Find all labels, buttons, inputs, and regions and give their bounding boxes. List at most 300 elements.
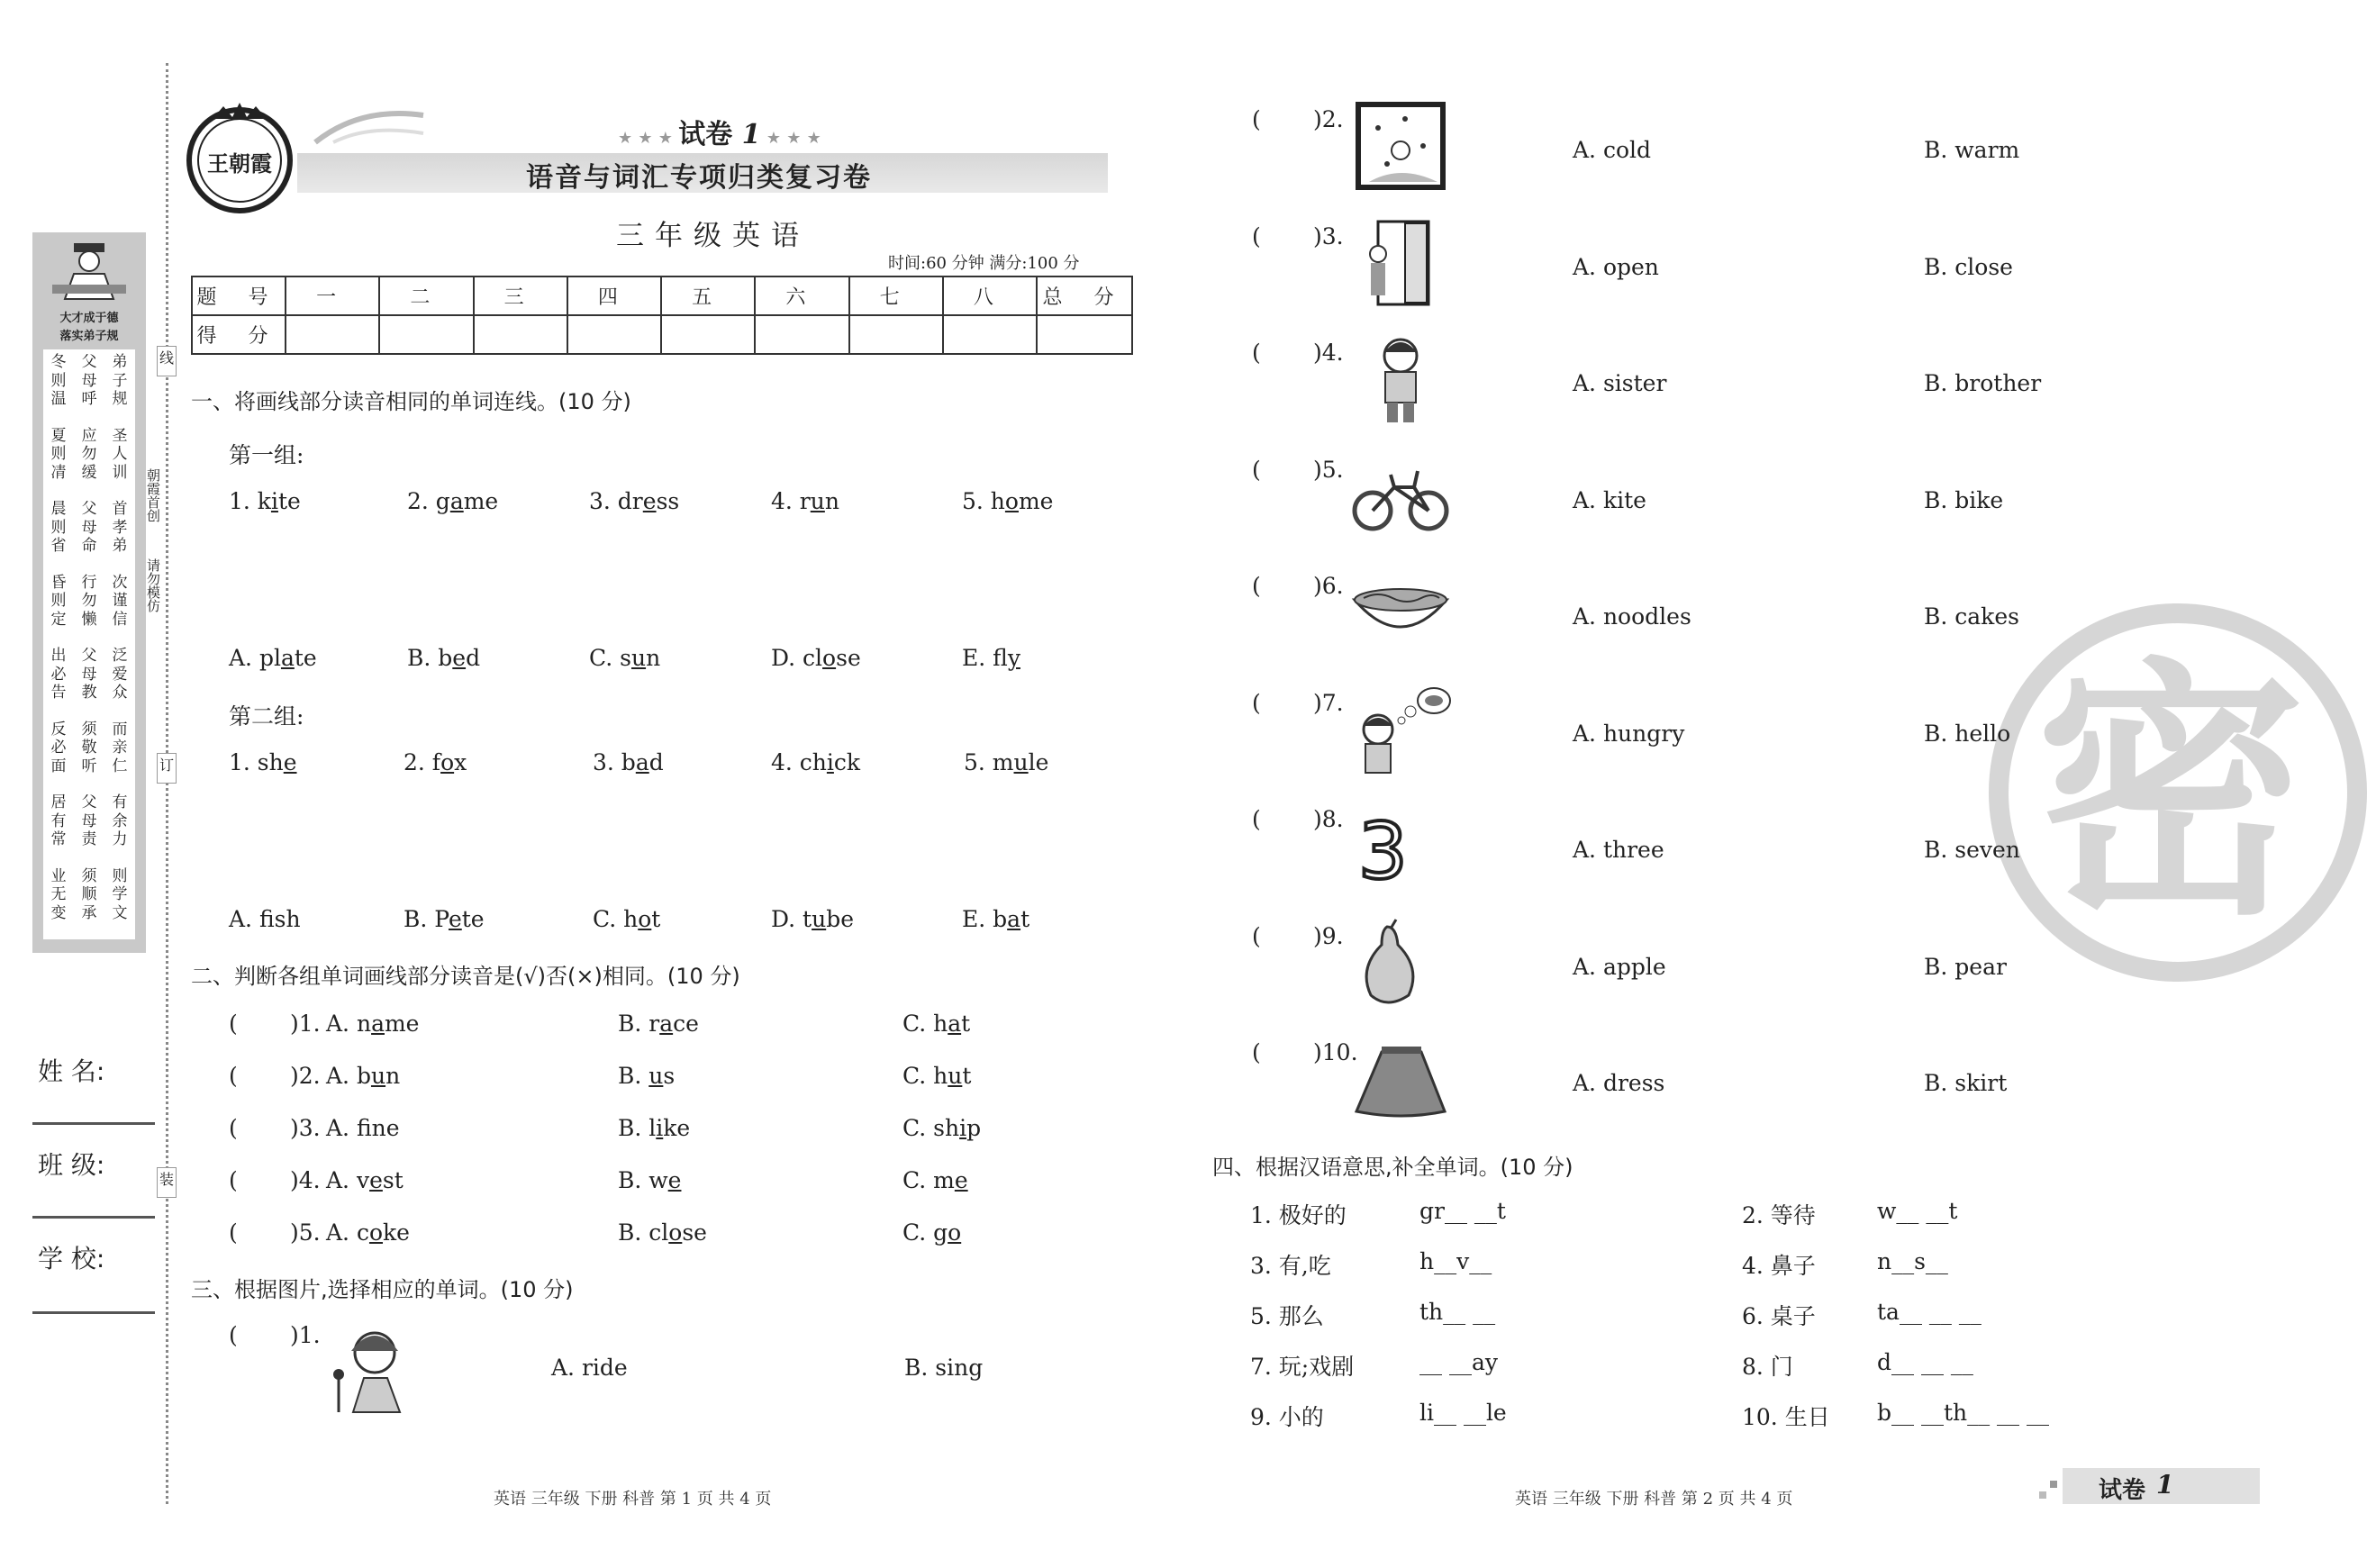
option-a[interactable]: A. hungry (1573, 720, 1685, 747)
motto-char: 昏 (50, 573, 67, 592)
motto-char: 告 (50, 684, 67, 702)
motto-char: 谨 (112, 592, 128, 610)
option-c (902, 1011, 970, 1037)
item-number: )3. (1313, 222, 1344, 249)
underlined-letter: i (959, 1115, 967, 1141)
word-part: A. n (326, 1011, 372, 1037)
underlined-letter: a (280, 645, 295, 671)
option-a (326, 1167, 404, 1193)
motto-char: 敬 (81, 739, 97, 757)
score-cell: 三 (474, 276, 567, 315)
motto-char: 亲 (112, 739, 128, 757)
word-blank[interactable]: n__s__ (1877, 1248, 1948, 1274)
motto-line-2: 落实弟子规 (59, 330, 119, 343)
chinese-meaning: 2. 等待 (1742, 1202, 1816, 1228)
option-c (902, 1219, 961, 1246)
paper-tag (2063, 1468, 2260, 1504)
motto-char: 父 (81, 500, 97, 518)
option-b[interactable]: B. cakes (1924, 603, 2019, 630)
noodle-bowl-icon (1351, 567, 1450, 657)
chinese-meaning: 6. 桌子 (1742, 1303, 1816, 1329)
exam-title: 三年级英语 (616, 220, 810, 252)
motto-char: 勿 (81, 592, 97, 610)
motto-char: 母 (81, 371, 97, 390)
word-part: 2. g (407, 488, 450, 514)
score-input[interactable] (474, 315, 567, 354)
word-blank[interactable]: th__ __ (1419, 1299, 1496, 1325)
tag-dot-icon (2050, 1481, 2057, 1488)
motto-char: 次 (112, 573, 128, 592)
score-cell: 一 (286, 276, 379, 315)
motto-char: 勿 (81, 445, 97, 463)
answer-bracket[interactable]: ( (229, 1219, 238, 1246)
chinese-meaning: 3. 有,吃 (1250, 1253, 1331, 1279)
underlined-letter: e (369, 1167, 383, 1193)
motto-char: 必 (50, 665, 67, 684)
chinese-meaning: 7. 玩;戏剧 (1250, 1354, 1355, 1380)
word-part: A. v (326, 1167, 370, 1193)
word-part: B. r (618, 1011, 660, 1037)
binding-mark-3: 装 (157, 1167, 177, 1198)
motto-column (110, 353, 130, 940)
option-a[interactable]: A. dress (1573, 1070, 1665, 1096)
group1-word (962, 488, 1053, 514)
underlined-letter: a (635, 749, 649, 775)
section2-title: 二、判断各组单词画线部分读音是(√)否(×)相同。(10 分) (191, 964, 740, 989)
option-b[interactable]: B. brother (1924, 370, 2042, 396)
word-blank[interactable]: li__ __le (1419, 1400, 1507, 1426)
motto-char: 责 (81, 830, 97, 848)
picture (1351, 101, 1450, 195)
item-number: )7. (1313, 689, 1344, 716)
option-c (902, 1167, 968, 1193)
score-input[interactable] (849, 315, 943, 354)
motto-char: 则 (112, 866, 128, 885)
underlined-letter: i (270, 488, 278, 514)
underlined-letter: o (638, 906, 652, 932)
word-part: me (1018, 488, 1054, 514)
group2-word (964, 749, 1048, 775)
score-value-row (192, 315, 1132, 354)
word-part: ss (656, 488, 680, 514)
star-decoration-right-icon: ★ ★ ★ (760, 129, 821, 148)
motto-char: 圣 (112, 426, 128, 445)
chinese-meaning: 10. 生日 (1742, 1404, 1830, 1430)
underlined-letter: e (448, 906, 462, 932)
score-cell: 四 (567, 276, 661, 315)
motto-char: 居 (50, 793, 67, 811)
word-part: x (454, 749, 467, 775)
word-part: B. w (618, 1167, 668, 1193)
word-part: B. P (404, 906, 449, 932)
skirt-icon (1351, 1034, 1450, 1124)
girl-singing-icon (324, 1324, 423, 1414)
chinese-meaning: 9. 小的 (1250, 1404, 1324, 1430)
word-part: C. m (902, 1167, 955, 1193)
item-number: )9. (1313, 922, 1344, 949)
class-line[interactable] (32, 1216, 155, 1219)
score-input[interactable] (755, 315, 848, 354)
motto-char: 省 (50, 537, 67, 555)
option-a[interactable]: A. sister (1573, 370, 1667, 396)
option-b[interactable]: B. bike (1924, 486, 2004, 513)
motto-char: 则 (50, 518, 67, 537)
picture (1351, 567, 1450, 661)
word-part: t (962, 1063, 972, 1089)
vertical-note-1: 朝霞首创 (145, 468, 161, 522)
option-a[interactable]: A. open (1573, 253, 1659, 280)
score-input[interactable] (1037, 315, 1132, 354)
group1-word (589, 488, 679, 514)
paper-number: 1 (741, 119, 761, 150)
footer-page1: 英语 三年级 下册 科普 第 1 页 共 4 页 (494, 1490, 772, 1509)
time-info: 时间:60 分钟 满分:100 分 (888, 254, 1080, 273)
motto-char: 夏 (50, 426, 67, 445)
option-b[interactable]: B. skirt (1924, 1070, 2008, 1096)
word-part: me (384, 1011, 420, 1037)
item-number: )1. (290, 1011, 321, 1037)
motto-char: 缓 (81, 463, 97, 482)
option-b[interactable]: B. pear (1924, 953, 2007, 980)
underlined-letter: o (668, 1219, 683, 1246)
motto-char: 常 (50, 830, 67, 848)
item-number: )1. (290, 1322, 321, 1348)
word-part: 5. m (964, 749, 1014, 775)
binding-mark-2: 订 (157, 753, 177, 784)
word-part: 3. dr (589, 488, 643, 514)
picture (1351, 801, 1450, 897)
underlined-letter: a (659, 1011, 674, 1037)
option-b (618, 1063, 675, 1089)
option-a (326, 1219, 410, 1246)
word-part: ke (663, 1115, 691, 1141)
chinese-meaning: 4. 鼻子 (1742, 1253, 1816, 1279)
underlined-letter: y (1007, 645, 1020, 671)
group1-word (771, 488, 839, 514)
underlined-letter: e (642, 488, 657, 514)
option-b (618, 1011, 699, 1037)
svg-text:3: 3 (1358, 807, 1408, 897)
scholar-icon (47, 240, 132, 303)
word-blank[interactable]: w__ __t (1877, 1198, 1958, 1224)
word-part: n (385, 1063, 401, 1089)
group2-option (229, 906, 301, 932)
motto-char: 应 (81, 426, 97, 445)
option-a[interactable]: A. noodles (1573, 603, 1691, 630)
word-part: 1. sh (229, 749, 284, 775)
motto-char: 须 (81, 866, 97, 885)
word-part: 4. r (771, 488, 811, 514)
group1-option (229, 645, 317, 671)
motto-char: 有 (112, 793, 128, 811)
word-part: n (824, 488, 839, 514)
option-b[interactable]: B. hello (1924, 720, 2011, 747)
motto-char: 力 (112, 830, 128, 848)
motto-char: 人 (112, 445, 128, 463)
answer-bracket[interactable]: ( (229, 1115, 238, 1141)
motto-char: 信 (112, 610, 128, 629)
score-cell: 总 分 (1037, 276, 1132, 315)
underlined-letter: u (1013, 749, 1029, 775)
answer-bracket[interactable]: ( (1252, 1039, 1261, 1065)
word-part: t (651, 906, 661, 932)
word-part: se (836, 645, 861, 671)
answer-bracket[interactable]: ( (1252, 456, 1261, 483)
answer-bracket[interactable]: ( (1252, 573, 1261, 599)
motto-char: 泛 (112, 647, 128, 665)
score-input[interactable] (943, 315, 1037, 354)
word-blank[interactable]: __ __ay (1419, 1349, 1498, 1375)
underlined-letter: e (954, 1167, 968, 1193)
motto-char: 面 (50, 757, 67, 775)
motto-char: 而 (112, 720, 128, 739)
group2-option (593, 906, 660, 932)
word-part: D. cl (771, 645, 823, 671)
score-cell: 得 分 (192, 315, 286, 354)
vertical-note-2: 请勿模仿 (145, 558, 161, 612)
snowy-window-icon (1351, 101, 1450, 191)
word-part: C. h (593, 906, 639, 932)
motto-char: 弟 (112, 353, 128, 371)
word-part: B. l (618, 1115, 657, 1141)
motto-char: 听 (81, 757, 97, 775)
underlined-letter: i (826, 749, 834, 775)
picture (1351, 218, 1450, 312)
motto-char: 反 (50, 720, 67, 739)
word-part: te (277, 488, 301, 514)
binding-mark-1: 线 (157, 346, 177, 376)
paper-title-text: 试卷 (678, 119, 733, 150)
score-cell: 六 (755, 276, 848, 315)
watermark-char: 密 (2036, 637, 2306, 951)
answer-bracket[interactable]: ( (1252, 340, 1261, 366)
underlined-letter: u (810, 488, 825, 514)
word-part: B. cl (618, 1219, 669, 1246)
word-part: C. g (902, 1219, 948, 1246)
class-label: 班 级: (38, 1150, 105, 1180)
picture (1351, 1034, 1450, 1128)
school-label: 学 校: (38, 1244, 105, 1273)
underlined-letter: i (656, 1115, 664, 1141)
option-c (902, 1115, 981, 1141)
motto-char: 则 (50, 371, 67, 390)
underlined-letter: a (948, 1011, 962, 1037)
group2-word (593, 749, 664, 775)
option-b[interactable]: B. close (1924, 253, 2013, 280)
underlined-letter: o (440, 749, 455, 775)
name-label: 姓 名: (38, 1056, 105, 1086)
underlined-letter: a (449, 488, 464, 514)
chinese-meaning: 1. 极好的 (1250, 1202, 1347, 1228)
word-part: s (663, 1063, 676, 1089)
item-number: )5. (1313, 456, 1344, 483)
item-number: )2. (1313, 106, 1344, 132)
motto-char: 规 (112, 390, 128, 408)
group2-option (962, 906, 1029, 932)
answer-bracket[interactable]: ( (1252, 689, 1261, 716)
option-b[interactable]: B. warm (1924, 137, 2020, 163)
underlined-letter: u (812, 906, 827, 932)
motto-char: 父 (81, 647, 97, 665)
word-part: ce (673, 1011, 699, 1037)
motto-char: 爱 (112, 665, 128, 684)
answer-bracket[interactable]: ( (229, 1011, 238, 1037)
option-a[interactable]: A. kite (1573, 486, 1646, 513)
option-b[interactable]: B. sing (904, 1355, 984, 1381)
motto-char: 须 (81, 720, 97, 739)
word-part: ke (383, 1219, 410, 1246)
motto-char: 命 (81, 537, 97, 555)
number-three-icon (1351, 801, 1450, 897)
pear-icon (1351, 918, 1450, 1008)
item-number: )4. (1313, 340, 1344, 366)
option-a[interactable]: A. cold (1573, 137, 1651, 163)
group2-word (771, 749, 860, 775)
word-part: n (646, 645, 661, 671)
motto-char: 冬 (50, 353, 67, 371)
item-number: )5. (290, 1219, 321, 1246)
underlined-letter: o (822, 645, 837, 671)
option-a (326, 1115, 400, 1141)
word-part: t (961, 1011, 971, 1037)
word-part: se (682, 1219, 707, 1246)
name-line[interactable] (32, 1122, 155, 1125)
picture (1351, 684, 1450, 778)
underlined-letter: e (667, 1167, 682, 1193)
word-part: A. c (326, 1219, 369, 1246)
motto-char: 仁 (112, 757, 128, 775)
word-part: 2. f (404, 749, 441, 775)
star-decoration-icon: ★ ★ ★ (618, 129, 679, 148)
motto-char: 必 (50, 739, 67, 757)
answer-bracket[interactable]: ( (229, 1063, 238, 1089)
answer-bracket[interactable]: ( (1252, 806, 1261, 832)
word-part: te (461, 906, 485, 932)
hungry-boy-icon (1351, 684, 1450, 775)
binding-line (166, 63, 168, 1504)
motto-column (49, 353, 68, 940)
word-part: 3. b (593, 749, 636, 775)
bicycle-icon (1351, 451, 1450, 541)
item-number: )3. (290, 1115, 321, 1141)
paper-tag-number: 1 (2156, 1470, 2174, 1500)
word-part: C. sh (902, 1115, 960, 1141)
paper-title (618, 112, 821, 151)
logo-text: 王朝霞 (207, 150, 272, 177)
option-a (326, 1063, 400, 1089)
score-input[interactable] (661, 315, 755, 354)
motto-char: 定 (50, 610, 67, 629)
word-part: C. s (589, 645, 631, 671)
group2-word (229, 749, 297, 775)
underlined-letter: a (371, 1011, 385, 1037)
motto-char: 变 (50, 903, 67, 922)
motto-line-1: 大才成于德 (59, 312, 119, 325)
underlined-letter: u (370, 1063, 386, 1089)
answer-bracket[interactable]: ( (1252, 106, 1261, 132)
group1-option (589, 645, 660, 671)
word-part: A. pl (229, 645, 281, 671)
group1-option (962, 645, 1020, 671)
option-a (326, 1011, 419, 1037)
word-part: D. t (771, 906, 812, 932)
motto-char: 无 (50, 885, 67, 903)
score-table (191, 276, 1133, 355)
item-number: )4. (290, 1167, 321, 1193)
motto-char: 则 (50, 445, 67, 463)
motto-char: 父 (81, 793, 97, 811)
chinese-meaning: 5. 那么 (1250, 1303, 1324, 1329)
motto-char: 母 (81, 665, 97, 684)
ribbon-decoration-icon (306, 97, 432, 151)
word-part: te (294, 645, 317, 671)
picture (1351, 918, 1450, 1011)
word-part: C. h (902, 1063, 948, 1089)
word-blank[interactable]: h__v__ (1419, 1248, 1492, 1274)
word-part: 4. ch (771, 749, 827, 775)
watermark-seal (1989, 603, 2367, 982)
word-blank[interactable]: d__ __ __ (1877, 1349, 1973, 1375)
score-cell: 题 号 (192, 276, 286, 315)
option-a[interactable]: A. ride (551, 1355, 628, 1381)
word-part: B. b (407, 645, 453, 671)
option-a[interactable]: A. apple (1573, 953, 1666, 980)
word-blank[interactable]: gr__ __t (1419, 1198, 1506, 1224)
school-line[interactable] (32, 1311, 155, 1314)
picture (1351, 334, 1450, 428)
footer-page2: 英语 三年级 下册 科普 第 2 页 共 4 页 (1515, 1490, 1793, 1509)
word-part: A. f (326, 1115, 372, 1141)
answer-bracket[interactable]: ( (229, 1167, 238, 1193)
underlined-letter: u (630, 645, 647, 671)
word-blank[interactable]: ta__ __ __ (1877, 1299, 1982, 1325)
motto-char: 顺 (81, 885, 97, 903)
word-part: E. fl (962, 645, 1008, 671)
answer-bracket[interactable]: ( (1252, 922, 1261, 949)
answer-bracket[interactable]: ( (229, 1322, 238, 1348)
motto-columns (43, 349, 135, 939)
word-blank[interactable]: b__ __th__ __ __ (1877, 1400, 2049, 1426)
group2-word (404, 749, 467, 775)
option-a[interactable]: A. three (1573, 837, 1664, 863)
section3-title: 三、根据图片,选择相应的单词。(10 分) (191, 1277, 574, 1302)
score-input[interactable] (567, 315, 661, 354)
motto-char: 出 (50, 647, 67, 665)
chinese-meaning: 8. 门 (1742, 1354, 1793, 1380)
motto-char: 训 (112, 463, 128, 482)
group1-option (771, 645, 861, 671)
motto-char: 则 (50, 592, 67, 610)
answer-bracket[interactable]: ( (1252, 222, 1261, 249)
picture (324, 1324, 423, 1418)
score-input[interactable] (379, 315, 473, 354)
word-part: t (1020, 906, 1030, 932)
underlined-letter: o (1004, 488, 1019, 514)
score-input[interactable] (286, 315, 379, 354)
motto-top (38, 310, 141, 346)
score-cell: 七 (849, 276, 943, 315)
motto-char: 众 (112, 684, 128, 702)
option-b[interactable]: B. seven (1924, 837, 2020, 863)
word-part: p (966, 1115, 982, 1141)
underlined-letter: e (283, 749, 297, 775)
motto-char: 晨 (50, 500, 67, 518)
motto-char: 学 (112, 885, 128, 903)
underlined-letter: u (648, 1063, 664, 1089)
section4-title: 四、根据汉语意思,补全单词。(10 分) (1212, 1155, 1573, 1180)
boy-icon (1351, 334, 1450, 424)
score-cell: 八 (943, 276, 1037, 315)
